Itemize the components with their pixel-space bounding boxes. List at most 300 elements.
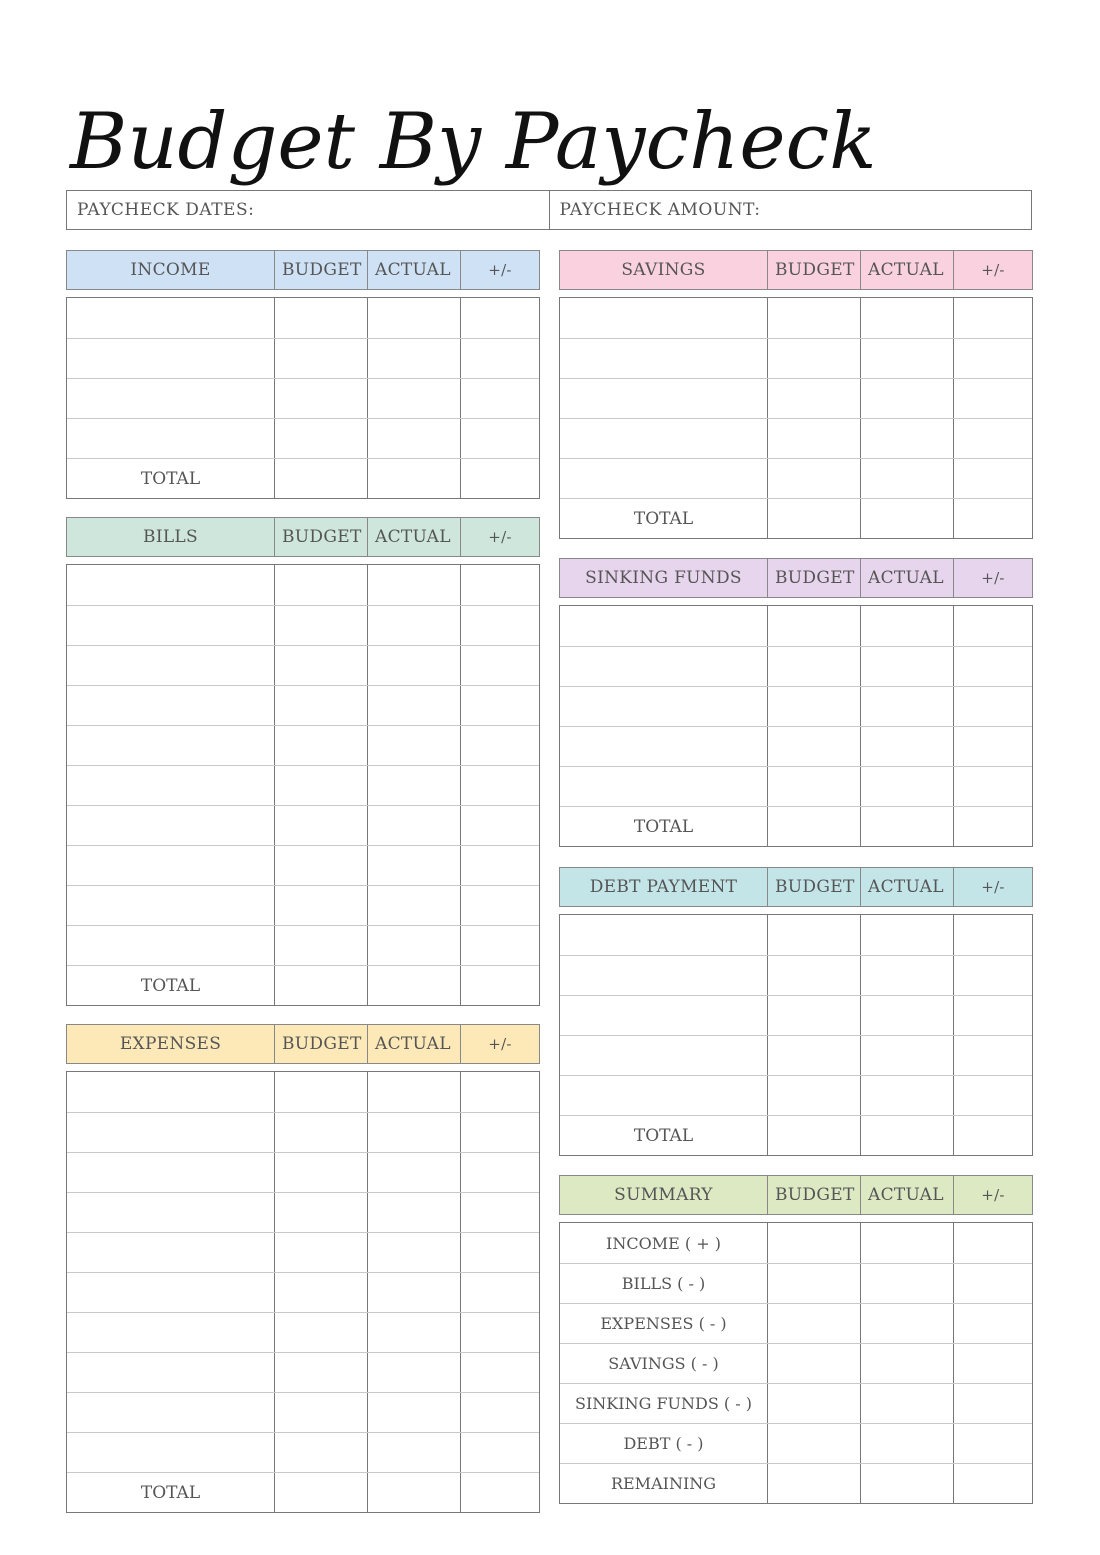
sinking-section bbox=[559, 558, 1033, 847]
actual-column-header: ACTUAL bbox=[860, 868, 953, 906]
item-name-cell[interactable] bbox=[560, 419, 767, 458]
actual-cell[interactable] bbox=[860, 606, 953, 646]
item-name-cell[interactable] bbox=[560, 956, 767, 995]
actual-cell[interactable] bbox=[860, 1116, 953, 1155]
diff-cell[interactable] bbox=[460, 459, 539, 498]
table-row bbox=[560, 766, 1032, 806]
item-name-cell[interactable] bbox=[67, 419, 274, 458]
diff-cell[interactable] bbox=[953, 1036, 1032, 1075]
table-row bbox=[560, 915, 1032, 955]
budget-cell[interactable] bbox=[274, 1233, 367, 1272]
actual-cell[interactable] bbox=[367, 926, 460, 965]
budget-cell[interactable] bbox=[274, 1433, 367, 1472]
item-name-cell[interactable] bbox=[560, 727, 767, 766]
budget-cell[interactable] bbox=[274, 1313, 367, 1352]
item-name-cell[interactable] bbox=[67, 726, 274, 765]
bills-total-row bbox=[67, 965, 539, 1005]
diff-cell[interactable] bbox=[953, 459, 1032, 498]
diff-cell[interactable] bbox=[460, 1433, 539, 1472]
actual-cell[interactable] bbox=[860, 1304, 953, 1343]
diff-cell[interactable] bbox=[460, 1153, 539, 1192]
sinking-total-row bbox=[560, 806, 1032, 846]
budget-cell[interactable] bbox=[767, 687, 860, 726]
diff-cell[interactable] bbox=[460, 1113, 539, 1152]
item-name-cell[interactable] bbox=[67, 926, 274, 965]
item-name-cell[interactable] bbox=[67, 379, 274, 418]
budget-cell[interactable] bbox=[767, 379, 860, 418]
budget-column-header: BUDGET bbox=[274, 518, 367, 556]
summary-row bbox=[560, 1463, 1032, 1503]
item-name-cell[interactable] bbox=[560, 606, 767, 646]
budget-column-header: BUDGET bbox=[767, 1176, 860, 1214]
actual-cell[interactable] bbox=[860, 379, 953, 418]
budget-column-header: BUDGET bbox=[767, 559, 860, 597]
budget-cell[interactable] bbox=[767, 499, 860, 538]
budget-cell[interactable] bbox=[274, 1193, 367, 1232]
actual-cell[interactable] bbox=[367, 1433, 460, 1472]
actual-cell[interactable] bbox=[860, 915, 953, 955]
sinking-table bbox=[559, 605, 1033, 847]
actual-cell[interactable] bbox=[367, 1233, 460, 1272]
bills-header bbox=[66, 517, 540, 557]
table-row bbox=[67, 1232, 539, 1272]
budget-cell[interactable] bbox=[767, 1076, 860, 1115]
budget-column-header: BUDGET bbox=[767, 868, 860, 906]
budget-cell[interactable] bbox=[767, 298, 860, 338]
actual-cell[interactable] bbox=[367, 806, 460, 845]
diff-cell[interactable] bbox=[953, 1076, 1032, 1115]
total-label: TOTAL bbox=[633, 817, 694, 837]
budget-cell[interactable] bbox=[767, 419, 860, 458]
table-row bbox=[560, 955, 1032, 995]
actual-cell[interactable] bbox=[860, 499, 953, 538]
total-label: TOTAL bbox=[140, 1483, 201, 1503]
budget-cell[interactable] bbox=[767, 1116, 860, 1155]
budget-cell[interactable] bbox=[767, 915, 860, 955]
budget-cell[interactable] bbox=[274, 606, 367, 645]
diff-cell[interactable] bbox=[953, 379, 1032, 418]
diff-cell[interactable] bbox=[953, 499, 1032, 538]
actual-cell[interactable] bbox=[367, 1273, 460, 1312]
actual-cell[interactable] bbox=[860, 647, 953, 686]
debt-header bbox=[559, 867, 1033, 907]
savings-header bbox=[559, 250, 1033, 290]
income-header bbox=[66, 250, 540, 290]
diff-cell[interactable] bbox=[460, 1193, 539, 1232]
total-label: TOTAL bbox=[633, 509, 694, 529]
actual-cell[interactable] bbox=[860, 1264, 953, 1303]
actual-cell[interactable] bbox=[367, 886, 460, 925]
summary-row-label: DEBT ( - ) bbox=[623, 1434, 704, 1453]
actual-cell[interactable] bbox=[860, 339, 953, 378]
diff-cell[interactable] bbox=[953, 1116, 1032, 1155]
item-name-cell[interactable] bbox=[560, 459, 767, 498]
budget-cell[interactable] bbox=[274, 686, 367, 725]
actual-cell[interactable] bbox=[367, 1113, 460, 1152]
diff-cell[interactable] bbox=[953, 647, 1032, 686]
item-name-cell[interactable] bbox=[67, 1072, 274, 1112]
savings-table bbox=[559, 297, 1033, 539]
actual-cell[interactable] bbox=[367, 459, 460, 498]
budget-cell[interactable] bbox=[274, 459, 367, 498]
table-row bbox=[67, 1312, 539, 1352]
summary-row-label: EXPENSES ( - ) bbox=[600, 1314, 727, 1333]
bills-table bbox=[66, 564, 540, 1006]
budget-cell[interactable] bbox=[274, 726, 367, 765]
diff-cell[interactable] bbox=[460, 686, 539, 725]
expenses-table bbox=[66, 1071, 540, 1513]
budget-cell[interactable] bbox=[274, 339, 367, 378]
diff-column-header: +/- bbox=[460, 518, 539, 556]
summary-section bbox=[559, 1175, 1033, 1504]
budget-cell[interactable] bbox=[767, 727, 860, 766]
actual-cell[interactable] bbox=[367, 1153, 460, 1192]
table-row bbox=[67, 298, 539, 338]
actual-cell[interactable] bbox=[367, 379, 460, 418]
diff-cell[interactable] bbox=[953, 1384, 1032, 1423]
table-row bbox=[67, 805, 539, 845]
diff-cell[interactable] bbox=[460, 565, 539, 605]
budget-cell[interactable] bbox=[767, 339, 860, 378]
table-row bbox=[67, 925, 539, 965]
diff-cell[interactable] bbox=[460, 1393, 539, 1432]
table-row bbox=[67, 378, 539, 418]
item-name-cell[interactable] bbox=[67, 806, 274, 845]
budget-cell[interactable] bbox=[767, 1384, 860, 1423]
actual-column-header: ACTUAL bbox=[860, 1176, 953, 1214]
summary-header bbox=[559, 1175, 1033, 1215]
diff-cell[interactable] bbox=[953, 606, 1032, 646]
diff-cell[interactable] bbox=[460, 846, 539, 885]
item-name-cell[interactable] bbox=[560, 1076, 767, 1115]
summary-table bbox=[559, 1222, 1033, 1504]
actual-cell[interactable] bbox=[367, 1193, 460, 1232]
debt-title: DEBT PAYMENT bbox=[589, 877, 738, 897]
item-name-cell[interactable] bbox=[67, 339, 274, 378]
summary-row-label: INCOME ( + ) bbox=[606, 1233, 721, 1253]
budget-cell[interactable] bbox=[274, 846, 367, 885]
summary-row-label: BILLS ( - ) bbox=[621, 1274, 706, 1293]
actual-cell[interactable] bbox=[860, 1036, 953, 1075]
actual-cell[interactable] bbox=[367, 686, 460, 725]
sinking-title: SINKING FUNDS bbox=[585, 568, 742, 588]
budget-cell[interactable] bbox=[274, 298, 367, 338]
actual-cell[interactable] bbox=[367, 419, 460, 458]
income-section bbox=[66, 250, 540, 499]
actual-cell[interactable] bbox=[860, 1464, 953, 1503]
actual-cell[interactable] bbox=[367, 565, 460, 605]
item-name-cell[interactable] bbox=[67, 846, 274, 885]
item-name-cell[interactable] bbox=[560, 915, 767, 955]
item-name-cell[interactable] bbox=[560, 767, 767, 806]
summary-row bbox=[560, 1343, 1032, 1383]
actual-cell[interactable] bbox=[367, 298, 460, 338]
actual-column-header: ACTUAL bbox=[367, 1025, 460, 1063]
diff-cell[interactable] bbox=[953, 956, 1032, 995]
item-name-cell[interactable] bbox=[67, 1113, 274, 1152]
paycheck-dates-label: PAYCHECK DATES: bbox=[77, 200, 255, 220]
diff-cell[interactable] bbox=[460, 646, 539, 685]
budget-cell[interactable] bbox=[767, 807, 860, 846]
actual-cell[interactable] bbox=[860, 687, 953, 726]
budget-cell[interactable] bbox=[274, 926, 367, 965]
budget-cell[interactable] bbox=[274, 886, 367, 925]
budget-cell[interactable] bbox=[767, 1424, 860, 1463]
item-name-cell[interactable] bbox=[67, 886, 274, 925]
actual-column-header: ACTUAL bbox=[367, 251, 460, 289]
actual-column-header: ACTUAL bbox=[860, 251, 953, 289]
table-row bbox=[67, 645, 539, 685]
table-row bbox=[560, 338, 1032, 378]
diff-cell[interactable] bbox=[460, 339, 539, 378]
diff-column-header: +/- bbox=[953, 251, 1032, 289]
budget-cell[interactable] bbox=[767, 1036, 860, 1075]
summary-row bbox=[560, 1423, 1032, 1463]
actual-cell[interactable] bbox=[367, 1473, 460, 1512]
diff-cell[interactable] bbox=[460, 1072, 539, 1112]
budget-cell[interactable] bbox=[767, 956, 860, 995]
diff-cell[interactable] bbox=[953, 1264, 1032, 1303]
diff-cell[interactable] bbox=[953, 767, 1032, 806]
budget-cell[interactable] bbox=[274, 766, 367, 805]
actual-cell[interactable] bbox=[860, 459, 953, 498]
diff-column-header: +/- bbox=[460, 1025, 539, 1063]
expenses-total-row bbox=[67, 1472, 539, 1512]
table-row bbox=[67, 685, 539, 725]
table-row bbox=[560, 418, 1032, 458]
savings-title: SAVINGS bbox=[621, 260, 706, 280]
budget-cell[interactable] bbox=[767, 996, 860, 1035]
diff-cell[interactable] bbox=[460, 379, 539, 418]
item-name-cell[interactable] bbox=[67, 686, 274, 725]
diff-cell[interactable] bbox=[953, 915, 1032, 955]
budget-cell[interactable] bbox=[274, 1393, 367, 1432]
budget-cell[interactable] bbox=[767, 1223, 860, 1263]
table-row bbox=[67, 1392, 539, 1432]
table-row bbox=[560, 606, 1032, 646]
diff-column-header: +/- bbox=[953, 1176, 1032, 1214]
item-name-cell[interactable] bbox=[560, 996, 767, 1035]
budget-cell[interactable] bbox=[274, 806, 367, 845]
table-row bbox=[67, 1112, 539, 1152]
actual-cell[interactable] bbox=[860, 767, 953, 806]
paycheck-amount-field[interactable] bbox=[549, 191, 1032, 229]
item-name-cell[interactable] bbox=[67, 606, 274, 645]
item-name-cell[interactable] bbox=[67, 1193, 274, 1232]
budget-cell[interactable] bbox=[274, 966, 367, 1005]
income-total-row bbox=[67, 458, 539, 498]
summary-row bbox=[560, 1223, 1032, 1263]
diff-cell[interactable] bbox=[460, 766, 539, 805]
svg-text:Budget By Paycheck: Budget By Paycheck bbox=[70, 97, 877, 187]
actual-cell[interactable] bbox=[860, 956, 953, 995]
diff-column-header: +/- bbox=[460, 251, 539, 289]
table-row bbox=[560, 646, 1032, 686]
budget-cell[interactable] bbox=[767, 459, 860, 498]
actual-column-header: ACTUAL bbox=[367, 518, 460, 556]
actual-cell[interactable] bbox=[860, 1424, 953, 1463]
diff-cell[interactable] bbox=[460, 1233, 539, 1272]
budget-cell[interactable] bbox=[767, 1464, 860, 1503]
actual-cell[interactable] bbox=[367, 1072, 460, 1112]
diff-cell[interactable] bbox=[953, 687, 1032, 726]
table-row bbox=[67, 338, 539, 378]
actual-cell[interactable] bbox=[860, 419, 953, 458]
actual-cell[interactable] bbox=[860, 1223, 953, 1263]
diff-cell[interactable] bbox=[953, 1424, 1032, 1463]
bills-section bbox=[66, 517, 540, 1006]
income-title: INCOME bbox=[130, 260, 211, 280]
diff-column-header: +/- bbox=[953, 559, 1032, 597]
item-name-cell[interactable] bbox=[67, 646, 274, 685]
actual-cell[interactable] bbox=[860, 996, 953, 1035]
diff-cell[interactable] bbox=[953, 727, 1032, 766]
actual-cell[interactable] bbox=[367, 766, 460, 805]
sinking-header bbox=[559, 558, 1033, 598]
budget-cell[interactable] bbox=[767, 1304, 860, 1343]
total-label: TOTAL bbox=[633, 1126, 694, 1146]
table-row bbox=[560, 458, 1032, 498]
diff-cell[interactable] bbox=[953, 1304, 1032, 1343]
actual-cell[interactable] bbox=[367, 606, 460, 645]
table-row bbox=[67, 885, 539, 925]
diff-cell[interactable] bbox=[953, 1464, 1032, 1503]
budget-cell[interactable] bbox=[274, 646, 367, 685]
actual-cell[interactable] bbox=[367, 846, 460, 885]
table-row bbox=[560, 995, 1032, 1035]
budget-column-header: BUDGET bbox=[274, 251, 367, 289]
budget-cell[interactable] bbox=[274, 1473, 367, 1512]
diff-cell[interactable] bbox=[953, 419, 1032, 458]
actual-cell[interactable] bbox=[860, 727, 953, 766]
diff-cell[interactable] bbox=[460, 419, 539, 458]
item-name-cell[interactable] bbox=[67, 1153, 274, 1192]
actual-cell[interactable] bbox=[367, 966, 460, 1005]
item-name-cell[interactable] bbox=[560, 298, 767, 338]
diff-cell[interactable] bbox=[953, 339, 1032, 378]
table-row bbox=[67, 1352, 539, 1392]
table-row bbox=[67, 1192, 539, 1232]
diff-cell[interactable] bbox=[460, 606, 539, 645]
budget-cell[interactable] bbox=[767, 767, 860, 806]
summary-row-label: REMAINING bbox=[610, 1474, 717, 1493]
diff-cell[interactable] bbox=[460, 966, 539, 1005]
budget-cell[interactable] bbox=[274, 1273, 367, 1312]
budget-cell[interactable] bbox=[767, 606, 860, 646]
table-row bbox=[67, 845, 539, 885]
expenses-title: EXPENSES bbox=[119, 1034, 222, 1054]
budget-cell[interactable] bbox=[274, 379, 367, 418]
budget-cell[interactable] bbox=[274, 419, 367, 458]
expenses-header bbox=[66, 1024, 540, 1064]
item-name-cell[interactable] bbox=[67, 1353, 274, 1392]
item-name-cell[interactable] bbox=[67, 1233, 274, 1272]
actual-cell[interactable] bbox=[860, 1384, 953, 1423]
total-label: TOTAL bbox=[140, 976, 201, 996]
diff-cell[interactable] bbox=[953, 1344, 1032, 1383]
actual-column-header: ACTUAL bbox=[860, 559, 953, 597]
actual-cell[interactable] bbox=[860, 807, 953, 846]
budget-cell[interactable] bbox=[767, 1344, 860, 1383]
actual-cell[interactable] bbox=[367, 1353, 460, 1392]
diff-cell[interactable] bbox=[460, 298, 539, 338]
table-row bbox=[560, 726, 1032, 766]
diff-cell[interactable] bbox=[460, 1473, 539, 1512]
budget-column-header: BUDGET bbox=[274, 1025, 367, 1063]
table-row bbox=[67, 605, 539, 645]
table-row bbox=[67, 1432, 539, 1472]
item-name-cell[interactable] bbox=[67, 1313, 274, 1352]
diff-cell[interactable] bbox=[460, 726, 539, 765]
table-row bbox=[560, 686, 1032, 726]
item-name-cell[interactable] bbox=[67, 1433, 274, 1472]
debt-total-row bbox=[560, 1115, 1032, 1155]
diff-cell[interactable] bbox=[460, 1273, 539, 1312]
item-name-cell[interactable] bbox=[67, 1393, 274, 1432]
budget-cell[interactable] bbox=[274, 1353, 367, 1392]
expenses-section bbox=[66, 1024, 540, 1513]
item-name-cell[interactable] bbox=[67, 298, 274, 338]
budget-cell[interactable] bbox=[274, 1153, 367, 1192]
actual-cell[interactable] bbox=[367, 1313, 460, 1352]
table-row bbox=[67, 1072, 539, 1112]
budget-cell[interactable] bbox=[274, 1072, 367, 1112]
budget-cell[interactable] bbox=[767, 647, 860, 686]
diff-cell[interactable] bbox=[460, 886, 539, 925]
table-row bbox=[560, 1035, 1032, 1075]
summary-row-label: SINKING FUNDS ( - ) bbox=[575, 1394, 752, 1413]
item-name-cell[interactable] bbox=[67, 766, 274, 805]
budget-cell[interactable] bbox=[274, 565, 367, 605]
table-row bbox=[67, 418, 539, 458]
actual-cell[interactable] bbox=[367, 339, 460, 378]
actual-cell[interactable] bbox=[367, 646, 460, 685]
table-row bbox=[67, 725, 539, 765]
diff-cell[interactable] bbox=[460, 926, 539, 965]
item-name-cell[interactable] bbox=[560, 687, 767, 726]
item-name-cell[interactable] bbox=[67, 565, 274, 605]
debt-section bbox=[559, 867, 1033, 1156]
budget-cell[interactable] bbox=[767, 1264, 860, 1303]
item-name-cell[interactable] bbox=[560, 379, 767, 418]
diff-cell[interactable] bbox=[460, 1313, 539, 1352]
actual-cell[interactable] bbox=[367, 1393, 460, 1432]
table-row bbox=[67, 1152, 539, 1192]
summary-row-label: SAVINGS ( - ) bbox=[608, 1354, 719, 1373]
diff-column-header: +/- bbox=[953, 868, 1032, 906]
diff-cell[interactable] bbox=[460, 806, 539, 845]
diff-cell[interactable] bbox=[953, 807, 1032, 846]
actual-cell[interactable] bbox=[860, 1344, 953, 1383]
paycheck-dates-field[interactable] bbox=[67, 191, 549, 229]
budget-column-header: BUDGET bbox=[767, 251, 860, 289]
item-name-cell[interactable] bbox=[560, 647, 767, 686]
savings-total-row bbox=[560, 498, 1032, 538]
actual-cell[interactable] bbox=[860, 298, 953, 338]
item-name-cell[interactable] bbox=[560, 1036, 767, 1075]
diff-cell[interactable] bbox=[460, 1353, 539, 1392]
actual-cell[interactable] bbox=[860, 1076, 953, 1115]
diff-cell[interactable] bbox=[953, 1223, 1032, 1263]
paycheck-amount-label: PAYCHECK AMOUNT: bbox=[559, 200, 761, 220]
total-label: TOTAL bbox=[140, 469, 201, 489]
diff-cell[interactable] bbox=[953, 298, 1032, 338]
actual-cell[interactable] bbox=[367, 726, 460, 765]
item-name-cell[interactable] bbox=[560, 339, 767, 378]
diff-cell[interactable] bbox=[953, 996, 1032, 1035]
item-name-cell[interactable] bbox=[67, 1273, 274, 1312]
budget-cell[interactable] bbox=[274, 1113, 367, 1152]
